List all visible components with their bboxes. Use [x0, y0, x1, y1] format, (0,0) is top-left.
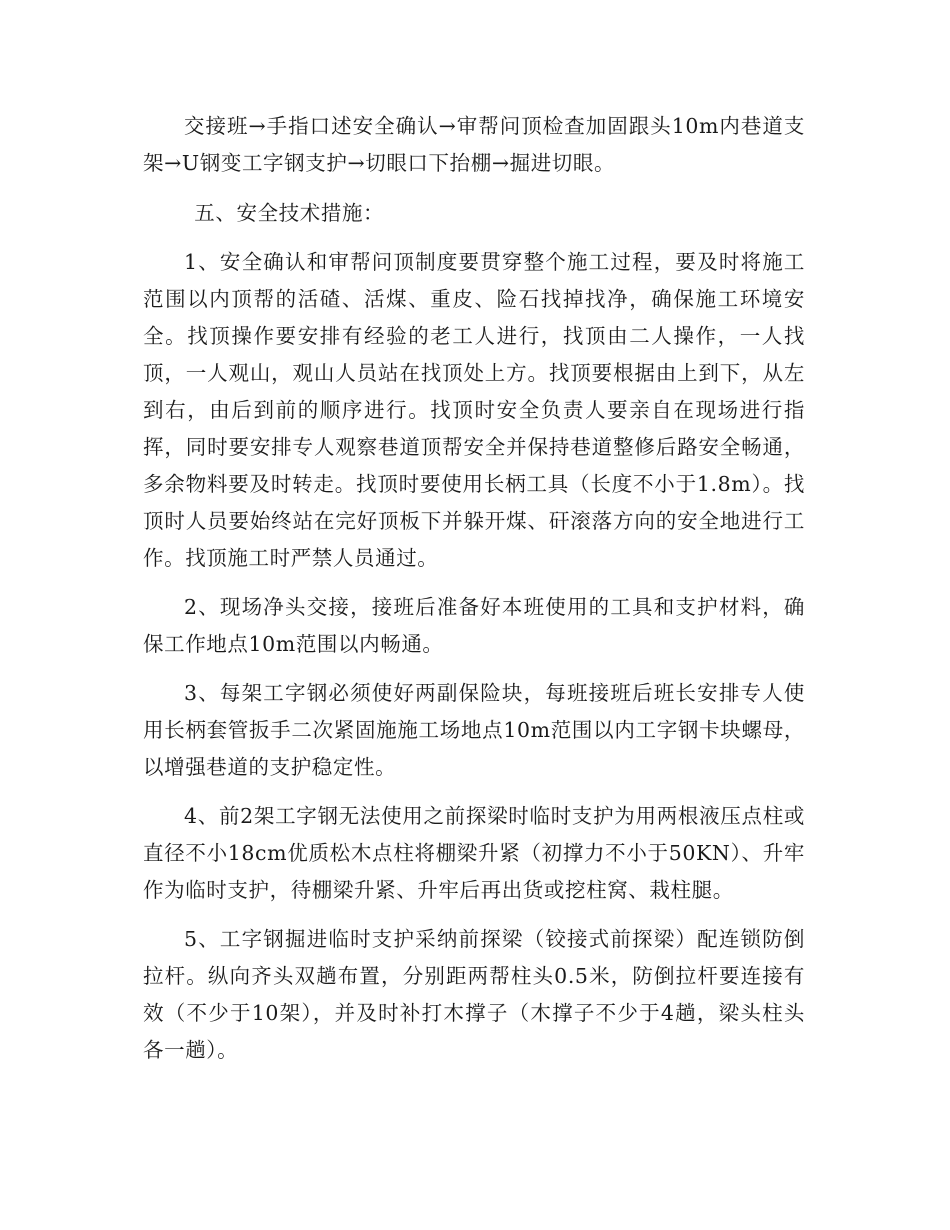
safety-measure-3: 3、每架工字钢必须使好两副保险块，每班接班后班长安排专人使用长柄套管扳手二次紧固施施工场地点10m范围以内工字钢卡块螺母，以增强巷道的支护稳定性。 [143, 681, 805, 779]
document-page [143, 108, 805, 1081]
safety-measure-2: 2、现场净头交接，接班后准备好本班使用的工具和支护材料，确保工作地点10m范围以内畅通。 [143, 595, 805, 656]
section-heading: 五、安全技术措施： [194, 201, 385, 225]
safety-measure-4: 4、前2架工字钢无法使用之前探梁时临时支护为用两根液压点柱或直径不小18cm优质松木点柱将棚梁升紧（初撑力不小于50KN）、升牢作为临时支护，待棚梁升紧、升牢后再出货或挖柱窝、栽柱腿。 [143, 804, 805, 902]
process-flow-paragraph: 交接班→手指口述安全确认→审帮问顶检查加固跟头10m内巷道支架→U钢变工字钢支护→切眼口下抬棚→掘进切眼。 [143, 114, 805, 175]
safety-measure-1: 1、安全确认和审帮问顶制度要贯穿整个施工过程，要及时将施工范围以内顶帮的活碴、活煤、重皮、险石找掉找净，确保施工环境安全。找顶操作要安排有经验的老工人进行，找顶由二人操作，一人找顶，一人观山，观山人员站在找顶处上方。找顶要根据由上到下，从左到右，由后到前的顺序进行。找顶时安全负责人要亲自在现场进行指挥，同时要安排专人观察巷道顶帮安全并保持巷道整修后路安全畅通，多余物料要及时转走。找顶时要使用长柄工具（长度不小于1.8m）。找顶时人员要始终站在完好顶板下并躲开煤、矸滚落方向的安全地进行工作。找顶施工时严禁人员通过。 [143, 250, 805, 570]
safety-measure-5: 5、工字钢掘进临时支护采纳前探梁（铰接式前探梁）配连锁防倒拉杆。纵向齐头双趟布置，分别距两帮柱头0.5米，防倒拉杆要连接有效（不少于10架），并及时补打木撑子（木撑子不少于4趟，梁头柱头各一趟）。 [143, 927, 805, 1062]
